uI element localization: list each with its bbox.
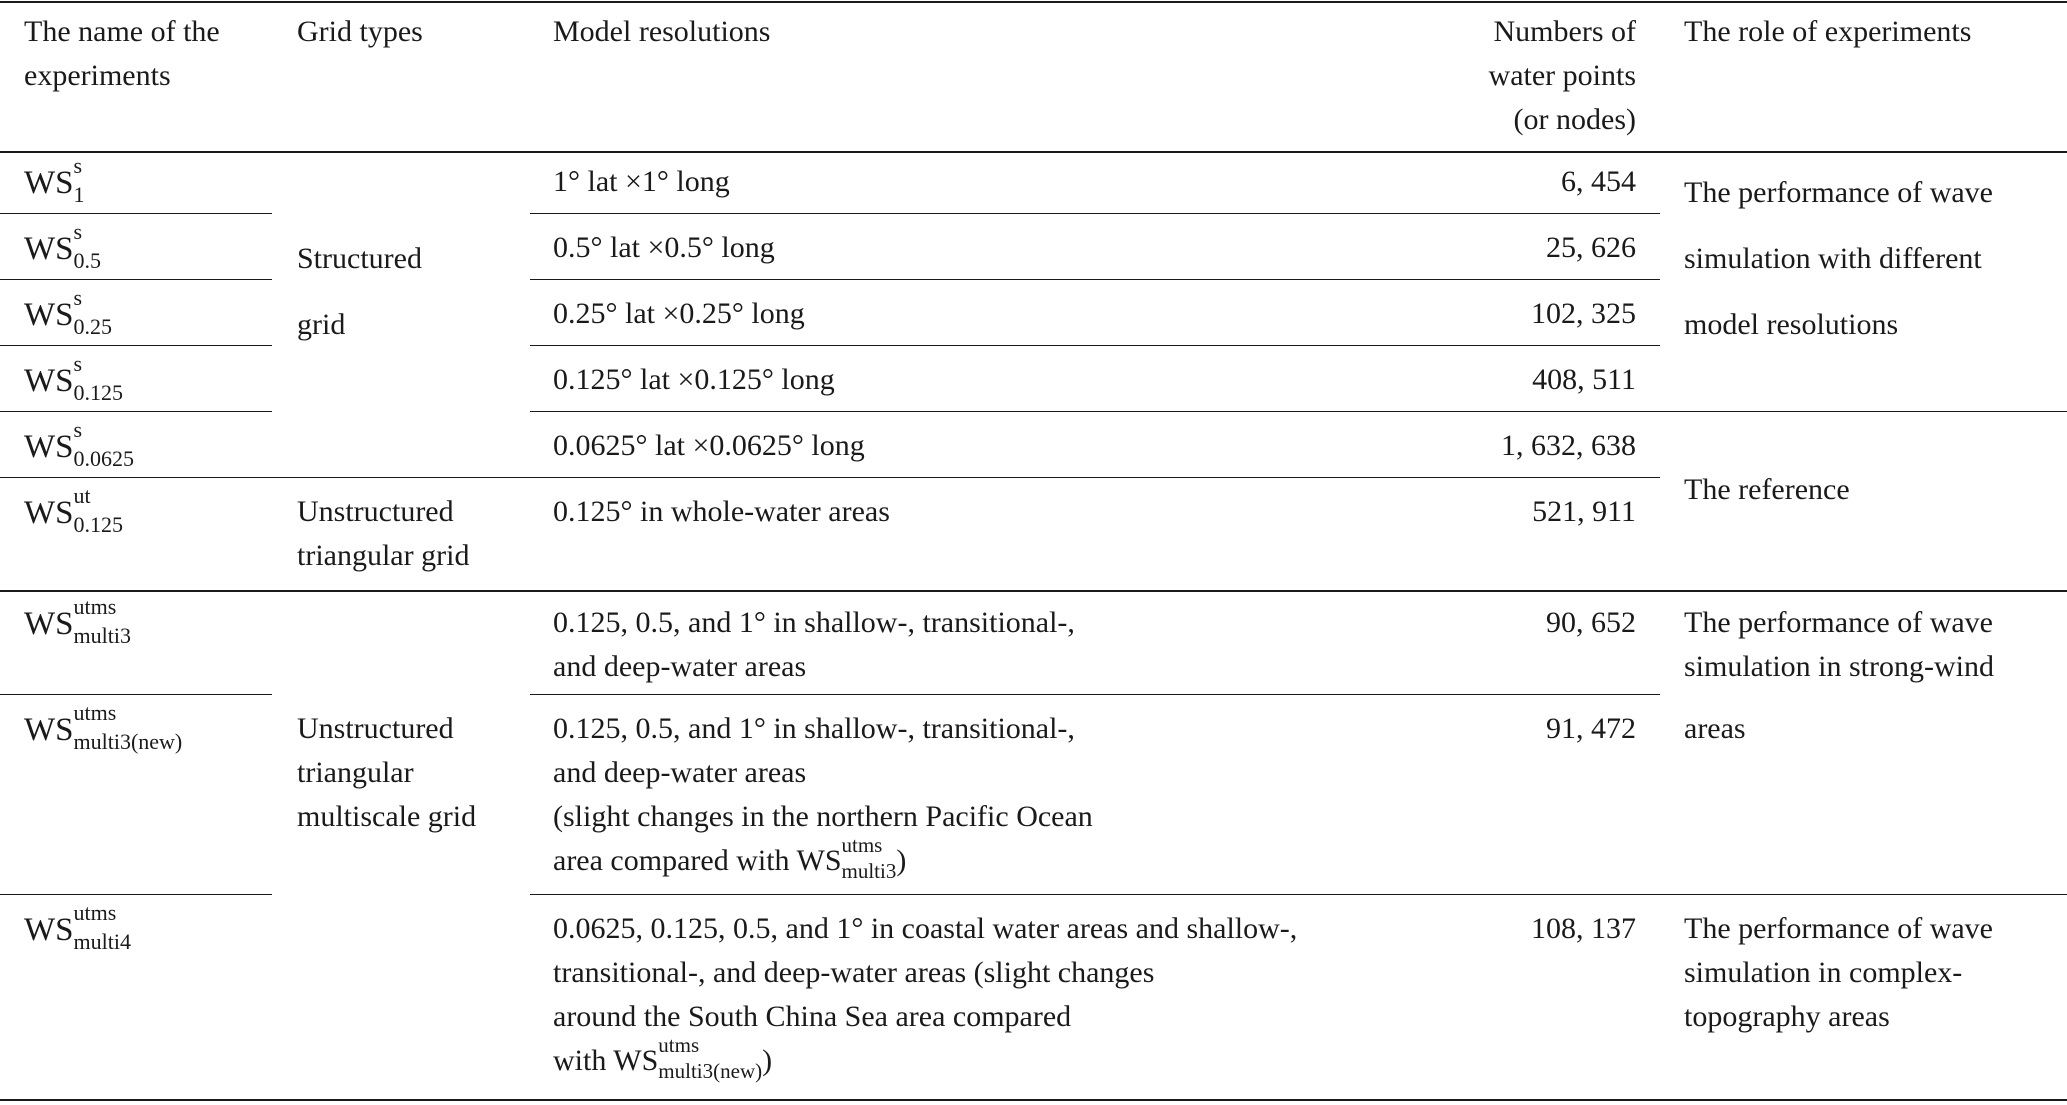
row-divider [530, 279, 1660, 280]
role-complex-topography: The performance of wave simulation in complex- topography areas [1684, 912, 1993, 1033]
header-model-resolutions: Model resolutions [553, 15, 771, 48]
row-divider [0, 477, 1660, 478]
header-water-points: Numbers of water points (or nodes) [1488, 15, 1636, 136]
water-points: 6, 454 [1561, 165, 1636, 198]
role-reference: The reference [1684, 473, 1850, 506]
water-points: 521, 911 [1532, 495, 1636, 528]
water-points: 1, 632, 638 [1501, 429, 1636, 462]
experiment-name: WS s 0.25 [24, 285, 112, 339]
resolution: 0.0625° lat ×0.0625° long [553, 429, 865, 462]
header-rule [0, 151, 2067, 153]
section-rule [0, 590, 2067, 592]
bottom-rule [0, 1099, 2067, 1101]
resolution: 0.0625, 0.125, 0.5, and 1° in coastal water areas and shallow-, transitional-, and deep-water areas (slight changes around the South China Sea area compared with WS utms multi3(new)) [553, 912, 1298, 1083]
water-points: 91, 472 [1546, 712, 1636, 745]
experiment-name: WS s 0.0625 [24, 417, 134, 471]
resolution: 0.5° lat ×0.5° long [553, 231, 775, 264]
resolution: 0.125° in whole-water areas [553, 495, 890, 528]
row-divider [530, 894, 2067, 895]
row-divider [0, 694, 272, 695]
water-points: 108, 137 [1531, 912, 1636, 945]
grid-type-unstructured-triangular: Unstructured triangular grid [297, 495, 470, 572]
role-strong-wind: The performance of wave simulation in strong-wind areas [1684, 606, 1994, 745]
row-divider [0, 279, 272, 280]
grid-type-unstructured-multiscale: Unstructured triangular multiscale grid [297, 712, 477, 833]
resolution: 0.125, 0.5, and 1° in shallow-, transitional-, and deep-water areas (slight changes in the northern Pacific Ocean area compared with WS utms multi3) [553, 712, 1093, 883]
row-divider [0, 411, 272, 412]
experiment-name: WS utms multi3 [24, 594, 131, 648]
experiment-name: WS utms multi4 [24, 900, 131, 954]
row-divider [530, 345, 1660, 346]
resolution: 0.125, 0.5, and 1° in shallow-, transitional-, and deep-water areas [553, 606, 1075, 683]
top-rule [0, 1, 2067, 3]
role-resolutions: The performance of wave simulation with different model resolutions [1684, 176, 1993, 341]
row-divider [530, 694, 1660, 695]
water-points: 25, 626 [1546, 231, 1636, 264]
water-points: 408, 511 [1532, 363, 1636, 396]
row-divider [0, 213, 272, 214]
water-points: 102, 325 [1531, 297, 1636, 330]
resolution: 0.25° lat ×0.25° long [553, 297, 805, 330]
resolution: 1° lat ×1° long [553, 165, 730, 198]
header-role: The role of experiments [1684, 15, 1972, 48]
experiment-name: WS utms multi3(new) [24, 700, 183, 754]
header-grid-types: Grid types [297, 15, 423, 48]
experiment-name: WS s 1 [24, 153, 85, 207]
grid-type-structured: Structured grid [297, 242, 422, 341]
experiment-name: WS ut 0.125 [24, 483, 123, 537]
water-points: 90, 652 [1546, 606, 1636, 639]
row-divider [0, 345, 272, 346]
row-divider [530, 411, 2067, 412]
header-experiment-name: The name of the experiments [24, 15, 220, 92]
experiment-name: WS s 0.125 [24, 351, 123, 405]
row-divider [0, 894, 272, 895]
row-divider [530, 213, 1660, 214]
resolution: 0.125° lat ×0.125° long [553, 363, 835, 396]
experiment-name: WS s 0.5 [24, 219, 101, 273]
